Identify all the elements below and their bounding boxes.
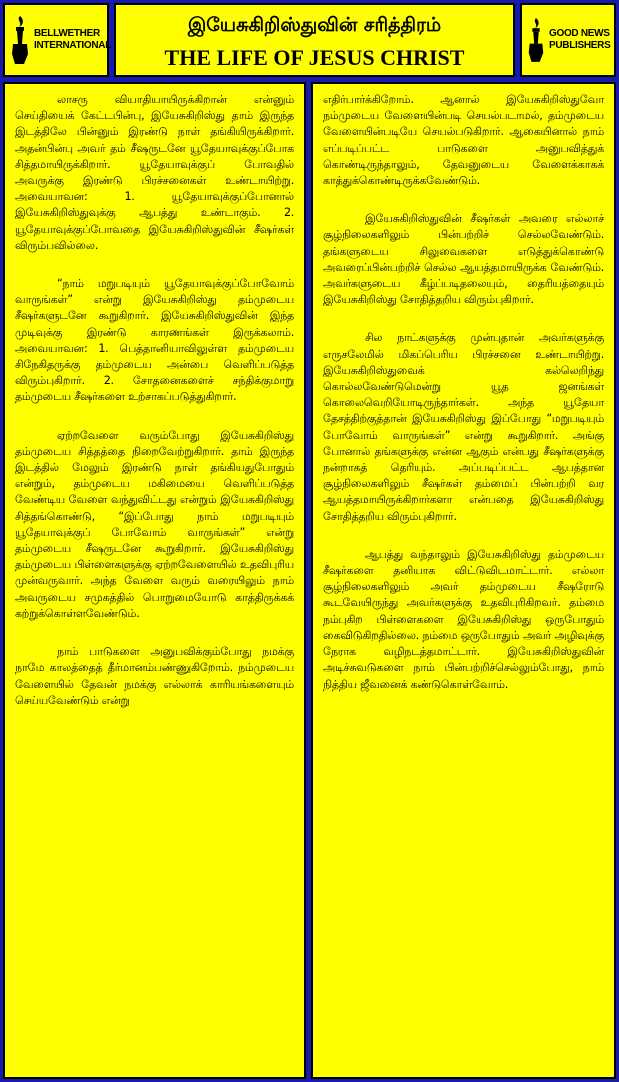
- bellwether-logo: [3, 3, 112, 77]
- hand-holding-torch-icon: [9, 14, 31, 66]
- left-logo-line1: BELLWETHER: [34, 28, 100, 39]
- paragraph: எதிர்பார்க்கிறோம். ஆனால் இயேசுகிறிஸ்துவோ நம்முடைய வேளையின்படி செயல்படாமல், தம்முடைய வேளையின்படியே செயல்படுகிறார். ஆகையினால் நாம் எப்படிப்பட்ட பாடுகளை அனுபவித்துக் கொண்டிருந்தாலும், தேவனுடைய வேளைக்காகக் காத்துக்கொண்டிருக்கவேண்டும்.: [323, 93, 604, 188]
- paragraph: ஏற்றவேளை வரும்போது இயேசுகிறிஸ்து தம்முடைய சித்தத்தை நிறைவேற்றுகிறார். தாம் இருந்த இடத்தில் மேலும் இரண்டு நாள் தங்கியதுபோதும் என்றும், தம்முடைய மகிமையை வெளிப்படுத்த வேண்டிய வேளை வந்துவிட்டது என்றும் இயேசுகிறிஸ்து சித்தங்கொண்டு, “இப்போது நாம் மறுபடியும் யூதேயாவுக்குப் போவோம் வாருங்கள்” என்று தம்முடைய சீஷருடனே கூறுகிறார். இயேசுகிறிஸ்து தம்முடைய பிள்ளைகளுக்கு ஏற்றவேளையில் உதவிபுரிய முன்வருவார். அந்த வேளை வரும் வரையிலும் நாம் அவருடைய சமுகத்தில் பொறுமையோடு காத்திருக்கக் கற்றுக்கொள்ளவேண்டும்.: [15, 428, 294, 620]
- paragraph: நாம் பாடுகளை அனுபவிக்கும்போது நமக்கு நாமே காலத்தைத் தீர்மானம்பண்ணுகிறோம். நம்முடைய வேளையில் தேவன் நமக்கு எல்லாக் காரியங்களையும் செய்யவேண்டும் என்று: [15, 645, 294, 707]
- right-logo-line1: GOOD NEWS: [549, 28, 610, 39]
- right-text-column: [311, 82, 616, 1079]
- page-title-tamil: இயேசுகிறிஸ்துவின் சரித்திரம்: [187, 14, 442, 36]
- paragraph: “நாம் மறுபடியும் யூதேயாவுக்குப்போவோம் வாருங்கள்” என்று இயேசுகிறிஸ்து தம்முடைய சீஷர்களுடனே கூறுகிறார். இயேசுகிறிஸ்துவின் இந்த முடிவுக்கு இரண்டு காரணங்கள் இருக்கலாம். அவையாவன: 1. பெத்தானியாவிலுள்ள தம்முடைய சிநேகிதருக்கு தம்முடைய அன்பை வெளிப்படுத்த விரும்புகிறார். 2. சோதனைகளைச் சந்திக்குமாறு தம்முடைய சீஷர்களை உற்சாகப்படுத்துகிறார்.: [15, 277, 294, 404]
- title-banner: [114, 3, 515, 77]
- paragraph: ஆபத்து வந்தாலும் இயேசுகிறிஸ்து தம்முடைய சீஷர்களை தனியாக விட்டுவிடமாட்டார். எல்லா சூழ்நிலைகளிலும் அவர் தம்முடைய சீஷரோடு கூடவேயிருந்து அவர்களுக்கு உதவிபுரிகிறவர். தம்மை நம்புகிற பிள்ளைகளை இயேசுகிறிஸ்து ஒருபோதும் கைவிடுகிறதில்லை. நம்மை ஒருபோதும் அவர் அழிவுக்கு நேராக வழிநடத்தமாட்டார். இயேசுகிறிஸ்துவின் அடிச்சுவடுகளை நாம் பின்பற்றிச்செல்லும்போது, நாம் நித்திய ஜீவனைக் கண்டுகொள்வோம்.: [323, 547, 604, 691]
- paragraph: லாசரு வியாதியாயிருக்கிறான் என்னும் செய்தியைக் கேட்டபின்பு, இயேசுகிறிஸ்து தாம் இருந்த இடத்திலே பின்னும் இரண்டு நாள் தங்கியிருக்கிறார். அதன்பின்பு அவர் தம் சீஷருடனே யூதேயாவுக்குப்போக சித்தமாயிருக்கிறார். யூதேயாவுக்குப் போவதில் அவருக்கு இரண்டு பிரச்சனைகள் உண்டாயிற்று. அவையாவன: 1. யூதேயாவுக்குப்போனால் இயேசுகிறிஸ்துவுக்கு ஆபத்து உண்டாகும். 2. யூதேயாவுக்குப்போவதை இயேசுகிறிஸ்துவின் சீஷர்கள் விரும்பவில்லை.: [15, 93, 294, 252]
- left-logo-line2: INTERNATIONAL: [34, 40, 112, 51]
- good-news-publishers-logo: [520, 3, 616, 77]
- right-logo-line2: PUBLISHERS: [549, 40, 611, 51]
- left-text-column: [3, 82, 306, 1079]
- page-title-english: THE LIFE OF JESUS CHRIST: [164, 45, 465, 70]
- paragraph: இயேசுகிறிஸ்துவின் சீஷர்கள் அவரை எல்லாச் சூழ்நிலைகளிலும் பின்பற்றிச் செல்லவேண்டும். தங்களுடைய சிலுவைகளை எடுத்துக்கொண்டு அவரைப்பின்பற்றிச் செல்ல ஆயத்தமாயிருக்க வேண்டும். அவர்களுடைய கீழ்ப்படிதலையும், தைரியத்தையும் இயேசுகிறிஸ்து சோதித்தறிய விரும்புகிறார்.: [323, 212, 604, 307]
- hand-holding-torch-icon: [526, 14, 546, 66]
- paragraph: சில நாட்களுக்கு முன்புதான் அவர்களுக்கு எருசலேமில் மிகப்பெரிய பிரச்சனை உண்டாயிற்று. இயேசுகிறிஸ்துவைக் கல்லெறிந்து கொல்லவேண்டுமென்று யூத ஜனங்கள் கொலைவெறியோடிருந்தார்கள். அந்த யூதேயா தேசத்திற்குத்தான் இயேசுகிறிஸ்து இப்போது “மறுபடியும் போவோம் வாருங்கள்” என்று கூறுகிறார். அங்கு போனால் தங்களுக்கு என்ன ஆகும் என்பது சீஷர்களுக்கு நன்றாகத் தெரியும். அப்படிப்பட்ட ஆபத்தான சூழ்நிலைகளிலும் சீஷர்கள் தம்மைப் பின்பற்றி வர ஆயத்தமாயிருக்கிறார்களா என்பதை இயேசுகிறிஸ்து சோதித்தறிய விரும்புகிறார்.: [323, 331, 604, 523]
